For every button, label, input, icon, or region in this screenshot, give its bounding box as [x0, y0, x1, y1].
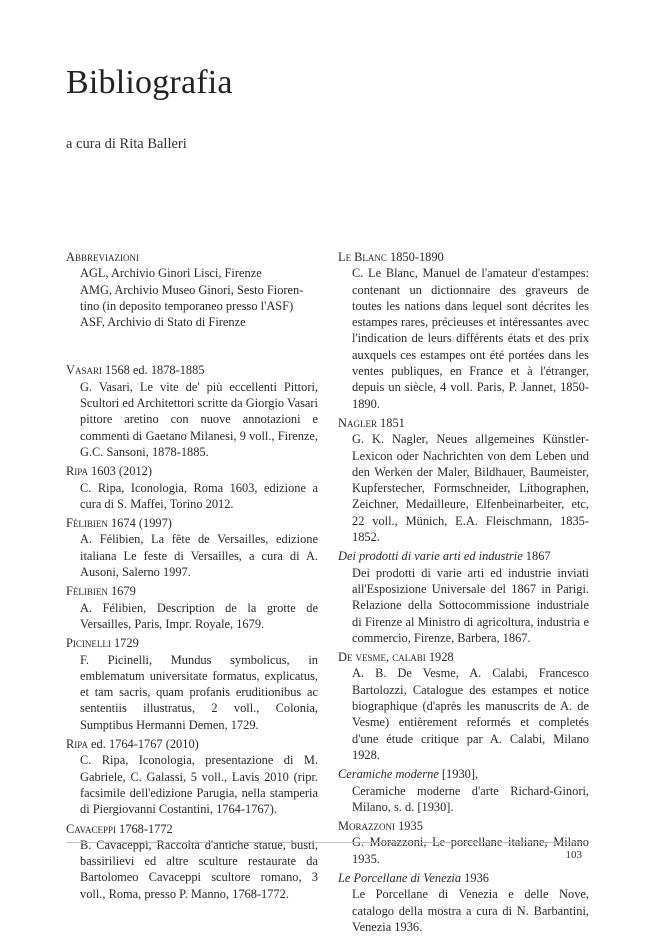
bibliography-entry — [66, 583, 318, 632]
entry-key-year: 1867 — [522, 549, 551, 564]
entry-citation: Dei prodotti di varie arti ed industrie inviati all'Esposizione Universale del 1867 in Parigi. Relazione della Sottocommissione industriale di Firenze al Ministro di agricoltura, industria e commercio, Firenze, Barbera, 1867. — [352, 565, 589, 645]
entry-citation: C. Ripa, Iconologia, presentazione di M. Gabriele, C. Galassi, 5 voll., Lavis 2010 (ripr. facsimile dell'edizione Parugia, nella stamperia di Piergiovanni Costantini, 1764-1767). — [80, 753, 318, 817]
entry-key-year: 1935 — [395, 819, 423, 834]
entry-key-year: 1850-1890 — [386, 250, 444, 264]
abbreviation-line: ASF, Archivio di Stato di Firenze — [80, 315, 246, 330]
entry-key-label: Le Porcellane di Venezia — [338, 870, 462, 885]
entry-key-label: Le Blanc — [338, 250, 387, 264]
entry-key-label: Félibien — [66, 516, 108, 531]
entry-key-year: 1936 — [461, 870, 489, 885]
entry-key — [66, 515, 318, 531]
entry-key-label: Nagler — [338, 415, 377, 430]
entry-key-label: Ripa — [66, 737, 88, 752]
entry-key — [338, 415, 589, 431]
entry-key-label: Morazzoni — [338, 819, 396, 834]
entry-citation: Le Porcellane di Venezia e delle Nove, catalogo della mostra a cura di N. Barbantini, Venezia 1936. — [352, 887, 589, 934]
entry-key-year: ed. 1764-1767 (2010) — [87, 737, 199, 752]
entry-key-label: Félibien — [66, 584, 108, 599]
entry-key — [66, 821, 318, 837]
entry-key — [338, 870, 589, 886]
entry-citation: G. Morazzoni, Le porcellane italiane, Milano 1935. — [352, 835, 589, 866]
entry-key-label: Vasari — [66, 363, 102, 378]
entry-key-year: 1603 (2012) — [87, 464, 152, 479]
entry-key — [338, 548, 589, 564]
entry-key-year: 1928 — [425, 650, 454, 665]
entry-citation: G. Vasari, Le vite de' più eccellenti Pittori, Scultori ed Architettori scritte da Giorgio Vasari pittore aretino con nuove annotazioni e commenti di Gaetano Milanesi, 9 voll., Firenze, G.C. Sansoni, 1878-1885. — [80, 379, 318, 459]
entry-key — [66, 362, 318, 378]
entry-citation: C. Ripa, Iconologia, Roma 1603, edizione a cura di S. Maffei, Torino 2012. — [80, 480, 318, 511]
entry-citation: Ceramiche moderne d'arte Richard-Ginori, Milano, s. d. [1930]. — [352, 783, 589, 814]
bibliography-entry — [66, 821, 318, 902]
abbreviations-block — [66, 249, 318, 330]
bibliography-entry — [338, 548, 589, 646]
entry-key — [66, 463, 318, 479]
entry-citation: C. Le Blanc, Manuel de l'amateur d'estampes: contenant un dictionnaire des graveurs de toutes les nations dans lequel sont décrites les estampes rares, précieuses et intéressantes avec l'indication de leurs différents états et des prix auxquels ces estampes ont été portées dans les ventes publiques, en France et à l'étranger, depuis un siècle, 4 voll. Paris, P. Jannet, 1850-1890. — [352, 266, 589, 411]
entry-key-year: 1768-1772 — [115, 821, 173, 836]
abbreviations-heading: Abbreviazioni — [66, 250, 139, 264]
page-title: Bibliografia — [66, 64, 233, 101]
entry-citation: F. Picinelli, Mundus symbolicus, in emblematum universitate formatus, explicatus, et tam sacris, quam profanis eruditionibus ac sententiis illustratus, 2 voll., Colonia, Sumptibus Hermanni Demen, 1729. — [80, 652, 318, 732]
right-column — [338, 249, 589, 938]
entry-key-label: Picinelli — [66, 636, 111, 651]
page-subtitle: a cura di Rita Balleri — [66, 136, 187, 152]
bibliography-entry — [66, 515, 318, 580]
entry-key — [338, 766, 589, 782]
bibliography-entry — [338, 249, 589, 412]
entry-key-label: De vesme, calabi — [338, 650, 426, 665]
entry-key-year: 1674 (1997) — [107, 516, 172, 531]
entry-key — [338, 818, 589, 834]
entry-key — [338, 649, 589, 665]
bibliography-entry — [338, 766, 589, 815]
bibliography-entry — [66, 463, 318, 512]
entry-citation: B. Cavaceppi, Raccolta d'antiche statue, busti, bassirilievi ed altre sculture restaurate da Bartolomeo Cavaceppi scultore romano, 3 voll., Roma, presso P. Manno, 1768-1772. — [80, 837, 318, 901]
abbreviation-line: tino (in deposito temporaneo presso l'ASF) — [80, 298, 294, 313]
page-number: 103 — [565, 849, 582, 861]
entry-key — [66, 736, 318, 752]
right-entries-list — [338, 249, 589, 935]
abbreviation-line: AMG, Archivio Museo Ginori, Sesto Fioren- — [80, 282, 304, 297]
bibliography-entry — [338, 870, 589, 935]
entry-key — [66, 583, 318, 599]
entry-citation: A. Félibien, Description de la grotte de Versailles, Paris, Impr. Royale, 1679. — [80, 600, 318, 631]
entry-key-year: [1930], — [438, 767, 479, 782]
entry-key-label: Dei prodotti di varie arti ed industrie — [338, 549, 523, 564]
abbreviation-line: AGL, Archivio Ginori Lisci, Firenze — [80, 266, 262, 281]
entry-key — [66, 635, 318, 651]
bibliography-entry — [66, 362, 318, 460]
entry-key — [338, 249, 589, 265]
left-entries-list — [66, 362, 318, 902]
entry-key-year: 1851 — [376, 415, 405, 430]
entry-citation: A. B. De Vesme, A. Calabi, Francesco Bartolozzi, Catalogue des estampes et notice biographique (d'après les manuscrits de A. de Vesme) entièrement reformés et completés d'une étude critique par A. Calabi, Milano 1928. — [352, 666, 589, 762]
entry-citation: G. K. Nagler, Neues allgemeines Künstler-Lexicon oder Nachrichten von dem Leben und den Werken der Maler, Bildhauer, Baumeister, Kupferstecher, Formschneider, Lithographen, Zeichner, Medailleure, Elfenbeinarbeiter, etc, 22 voll., Münich, E.A. Fleischmann, 1835-1852. — [352, 432, 589, 545]
entry-key-year: 1679 — [107, 584, 136, 599]
left-column — [66, 249, 318, 905]
entry-key-label: Cavaceppi — [66, 821, 116, 836]
bibliography-entry — [66, 635, 318, 733]
entry-citation: A. Félibien, La fête de Versailles, edizione italiana Le feste di Versailles, a cura di A. Ausoni, Salerno 1997. — [80, 532, 318, 580]
entry-key-label: Ceramiche moderne — [338, 767, 439, 782]
entry-key-year: 1729 — [110, 636, 139, 651]
bibliography-entry — [338, 415, 589, 545]
bibliography-entry — [66, 736, 318, 817]
entry-key-year: 1568 ed. 1878-1885 — [101, 363, 205, 378]
footer-rule — [66, 842, 584, 843]
bibliography-entry — [338, 649, 589, 763]
entry-key-label: Ripa — [66, 464, 88, 479]
abbreviations-list — [66, 265, 318, 330]
